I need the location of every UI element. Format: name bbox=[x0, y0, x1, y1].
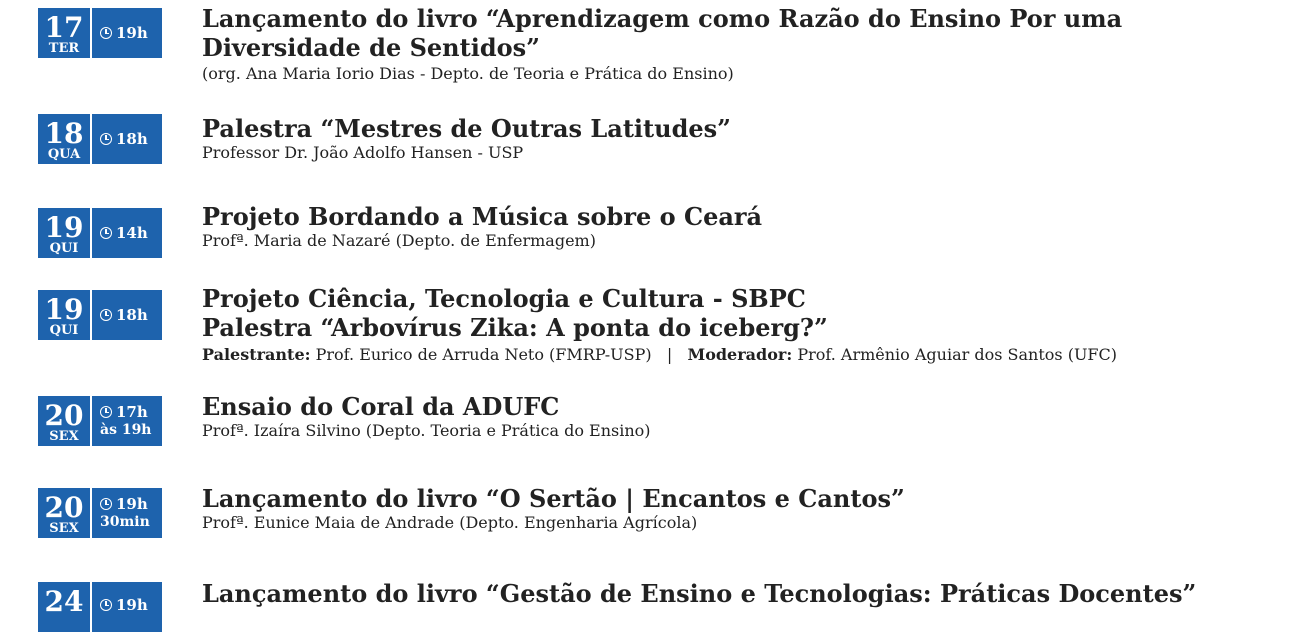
time-badge bbox=[92, 396, 162, 446]
event-day: 20 bbox=[44, 491, 84, 524]
event-time: 18h bbox=[116, 130, 148, 148]
event-time-extra: 30min bbox=[100, 514, 150, 530]
event-weekday: TER bbox=[48, 41, 80, 56]
time-badge bbox=[92, 582, 162, 632]
event-day: 24 bbox=[44, 585, 84, 618]
event-time: 19h bbox=[116, 596, 148, 614]
date-badge bbox=[38, 114, 90, 164]
event-weekday: QUI bbox=[49, 323, 79, 338]
clock-icon bbox=[100, 406, 112, 418]
event-weekday: QUA bbox=[47, 147, 81, 162]
moderator-label: Moderador: bbox=[687, 345, 793, 364]
time-badge bbox=[92, 8, 162, 58]
event-time: 19h bbox=[116, 495, 148, 513]
clock-icon bbox=[100, 599, 112, 611]
event-title: Ensaio do Coral da ADUFC bbox=[202, 392, 560, 421]
event-time: 14h bbox=[116, 224, 148, 242]
event-title: Projeto Bordando a Música sobre o Ceará bbox=[202, 202, 763, 231]
date-badge bbox=[38, 488, 90, 538]
time-badge bbox=[92, 208, 162, 258]
date-badge bbox=[38, 290, 90, 340]
time-badge bbox=[92, 114, 162, 164]
date-badge bbox=[38, 208, 90, 258]
clock-icon bbox=[100, 498, 112, 510]
event-content bbox=[202, 284, 1280, 365]
event-time: 18h bbox=[116, 306, 148, 324]
speaker-name: Prof. Eurico de Arruda Neto (FMRP-USP) bbox=[310, 345, 652, 364]
event-title: Lançamento do livro “Gestão de Ensino e Tecnologias: Práticas Docentes” bbox=[202, 579, 1197, 608]
clock-icon bbox=[100, 227, 112, 239]
event-content bbox=[202, 114, 1280, 163]
event-title: Lançamento do livro “Aprendizagem como Razão do Ensino Por uma bbox=[202, 4, 1123, 33]
event-title: Diversidade de Sentidos” bbox=[202, 33, 540, 62]
clock-icon bbox=[100, 27, 112, 39]
event-subtitle: Profª. Maria de Nazaré (Depto. de Enfermagem) bbox=[202, 231, 596, 250]
event-subtitle: Profª. Izaíra Silvino (Depto. Teoria e Prática do Ensino) bbox=[202, 421, 651, 440]
event-content bbox=[202, 202, 1280, 251]
separator: | bbox=[651, 345, 688, 364]
event-speakers bbox=[202, 345, 1280, 365]
event-content bbox=[202, 4, 1280, 84]
event-subtitle: (org. Ana Maria Iorio Dias - Depto. de Teoria e Prática do Ensino) bbox=[202, 64, 734, 83]
event-subtitle: Profª. Eunice Maia de Andrade (Depto. Engenharia Agrícola) bbox=[202, 513, 698, 532]
event-content bbox=[202, 484, 1280, 533]
event-weekday: QUI bbox=[49, 241, 79, 256]
speaker-label: Palestrante: bbox=[202, 345, 311, 364]
event-day: 19 bbox=[44, 211, 84, 244]
event-title: Palestra “Arbovírus Zika: A ponta do iceberg?” bbox=[202, 313, 828, 342]
event-time: 19h bbox=[116, 24, 148, 42]
clock-icon bbox=[100, 133, 112, 145]
event-title: Lançamento do livro “O Sertão | Encantos e Cantos” bbox=[202, 484, 905, 513]
clock-icon bbox=[100, 309, 112, 321]
event-title: Projeto Ciência, Tecnologia e Cultura - SBPC bbox=[202, 284, 806, 313]
event-content bbox=[202, 392, 1280, 441]
time-badge bbox=[92, 290, 162, 340]
event-weekday: SEX bbox=[49, 521, 79, 536]
event-content bbox=[202, 579, 1280, 608]
date-badge bbox=[38, 8, 90, 58]
date-badge bbox=[38, 582, 90, 632]
event-title: Palestra “Mestres de Outras Latitudes” bbox=[202, 114, 731, 143]
time-badge bbox=[92, 488, 162, 538]
moderator-name: Prof. Armênio Aguiar dos Santos (UFC) bbox=[792, 345, 1118, 364]
event-time-end: às 19h bbox=[100, 422, 152, 438]
event-day: 18 bbox=[44, 117, 84, 150]
date-badge bbox=[38, 396, 90, 446]
event-day: 17 bbox=[44, 11, 84, 44]
event-day: 19 bbox=[44, 293, 84, 326]
event-subtitle: Professor Dr. João Adolfo Hansen - USP bbox=[202, 143, 524, 162]
event-day: 20 bbox=[44, 399, 84, 432]
event-weekday: SEX bbox=[49, 429, 79, 444]
event-time: 17h bbox=[116, 403, 148, 421]
